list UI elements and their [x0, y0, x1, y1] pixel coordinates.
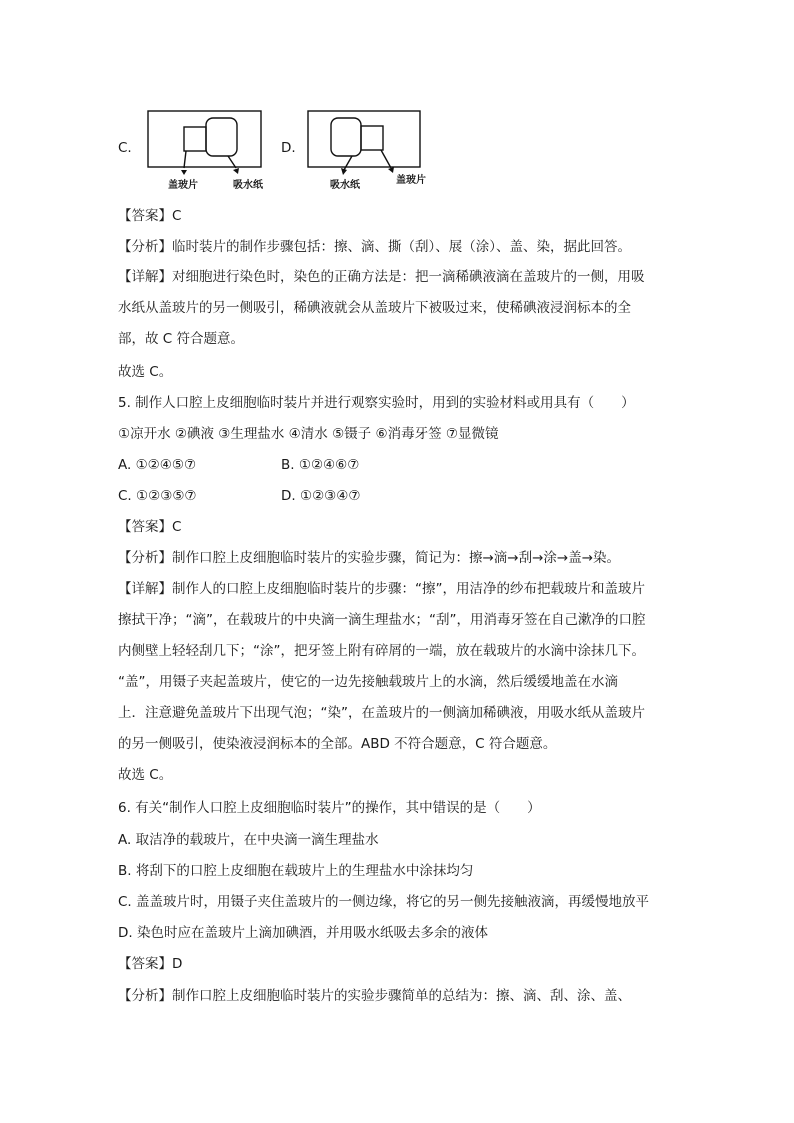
figure-c-coverslip-label: 盖玻片 [168, 180, 198, 191]
figure-d-letter: D. [281, 140, 296, 156]
q4-detail-line: 部，故 C 符合题意。 [118, 331, 245, 347]
q5-detail-line: 擦拭干净；“滴”，在载玻片的中央滴一滴生理盐水；“刮”，用消毒牙签在自己漱净的口腔 [118, 612, 646, 628]
q4-answer: 【答案】C [118, 208, 182, 224]
figure-c-arrow-paper [228, 156, 236, 168]
q6-stem: 6. 有关“制作人口腔上皮细胞临时装片”的操作，其中错误的是（ ） [118, 800, 541, 816]
figure-c-letter: C. [118, 140, 132, 156]
staining-diagrams [0, 0, 794, 200]
q6-analysis: 【分析】制作口腔上皮细胞临时装片的实验步骤简单的总结为：擦、滴、刮、涂、盖、 [118, 988, 631, 1004]
q5-analysis: 【分析】制作口腔上皮细胞临时装片的实验步骤，简记为：擦→滴→刮→涂→盖→染。 [118, 550, 621, 566]
q5-option-c: C. ①②③⑤⑦ [118, 488, 197, 504]
figure-d-paper-label: 吸水纸 [330, 180, 360, 191]
q5-conclusion: 故选 C。 [118, 767, 173, 783]
figure-d-coverslip-label: 盖玻片 [396, 175, 426, 186]
q5-detail-line: “盖”，用镊子夹起盖玻片，使它的一边先接触载玻片上的水滴，然后缓缓地盖在水滴 [118, 674, 618, 690]
q5-detail-line: 上．注意避免盖玻片下出现气泡；“染”，在盖玻片的一侧滴加稀碘液，用吸水纸从盖玻片 [118, 705, 645, 721]
q5-detail-line: 内侧壁上轻轻刮几下；“涂”，把牙签上附有碎屑的一端，放在载玻片的水滴中涂抹几下。 [118, 643, 645, 659]
figure-c-paper [206, 118, 237, 156]
q4-conclusion: 故选 C。 [118, 364, 173, 380]
q5-stem: 5. 制作人口腔上皮细胞临时装片并进行观察实验时，用到的实验材料或用具有（ ） [118, 395, 635, 411]
q6-option-b: B. 将刮下的口腔上皮细胞在载玻片上的生理盐水中涂抹均匀 [118, 863, 474, 879]
q4-detail-line: 【详解】对细胞进行染色时，染色的正确方法是：把一滴稀碘液滴在盖玻片的一侧，用吸 [118, 269, 645, 285]
q6-answer: 【答案】D [118, 956, 183, 972]
q4-detail-line: 水纸从盖玻片的另一侧吸引，稀碘液就会从盖玻片下被吸过来，使稀碘液浸润标本的全 [118, 300, 631, 316]
figure-d-arrow-paper [344, 156, 352, 170]
q5-detail-line: 的另一侧吸引，使染液浸润标本的全部。ABD 不符合题意，C 符合题意。 [118, 736, 557, 752]
q6-option-c: C. 盖盖玻片时，用镊子夹住盖玻片的一侧边缘，将它的另一侧先接触液滴，再缓慢地放平 [118, 894, 650, 910]
figure-d-coverslip [361, 126, 383, 150]
figure-c-arrow-coverslip [184, 151, 186, 168]
figure-d-paper [331, 118, 361, 156]
q4-analysis: 【分析】临时装片的制作步骤包括：擦、滴、撕（刮）、展（涂）、盖、染，据此回答。 [118, 239, 631, 255]
figure-c-slide [148, 111, 261, 167]
q6-option-d: D. 染色时应在盖玻片上滴加碘酒，并用吸水纸吸去多余的液体 [118, 925, 488, 941]
figure-c-coverslip [184, 127, 206, 151]
figure-d-arrow-coverslip [381, 150, 391, 168]
q5-items: ①凉开水 ②碘液 ③生理盐水 ④清水 ⑤镊子 ⑥消毒牙签 ⑦显微镜 [118, 426, 499, 442]
q6-option-a: A. 取洁净的载玻片，在中央滴一滴生理盐水 [118, 832, 379, 848]
figure-d-slide [308, 111, 420, 167]
figure-c-paper-label: 吸水纸 [233, 180, 263, 191]
q5-option-a: A. ①②④⑤⑦ [118, 457, 197, 473]
q5-option-b: B. ①②④⑥⑦ [281, 457, 360, 473]
q5-answer: 【答案】C [118, 519, 182, 535]
q5-detail-line: 【详解】制作人的口腔上皮细胞临时装片的步骤：“擦”，用洁净的纱布把载玻片和盖玻片 [118, 581, 645, 597]
q5-option-d: D. ①②③④⑦ [281, 488, 361, 504]
